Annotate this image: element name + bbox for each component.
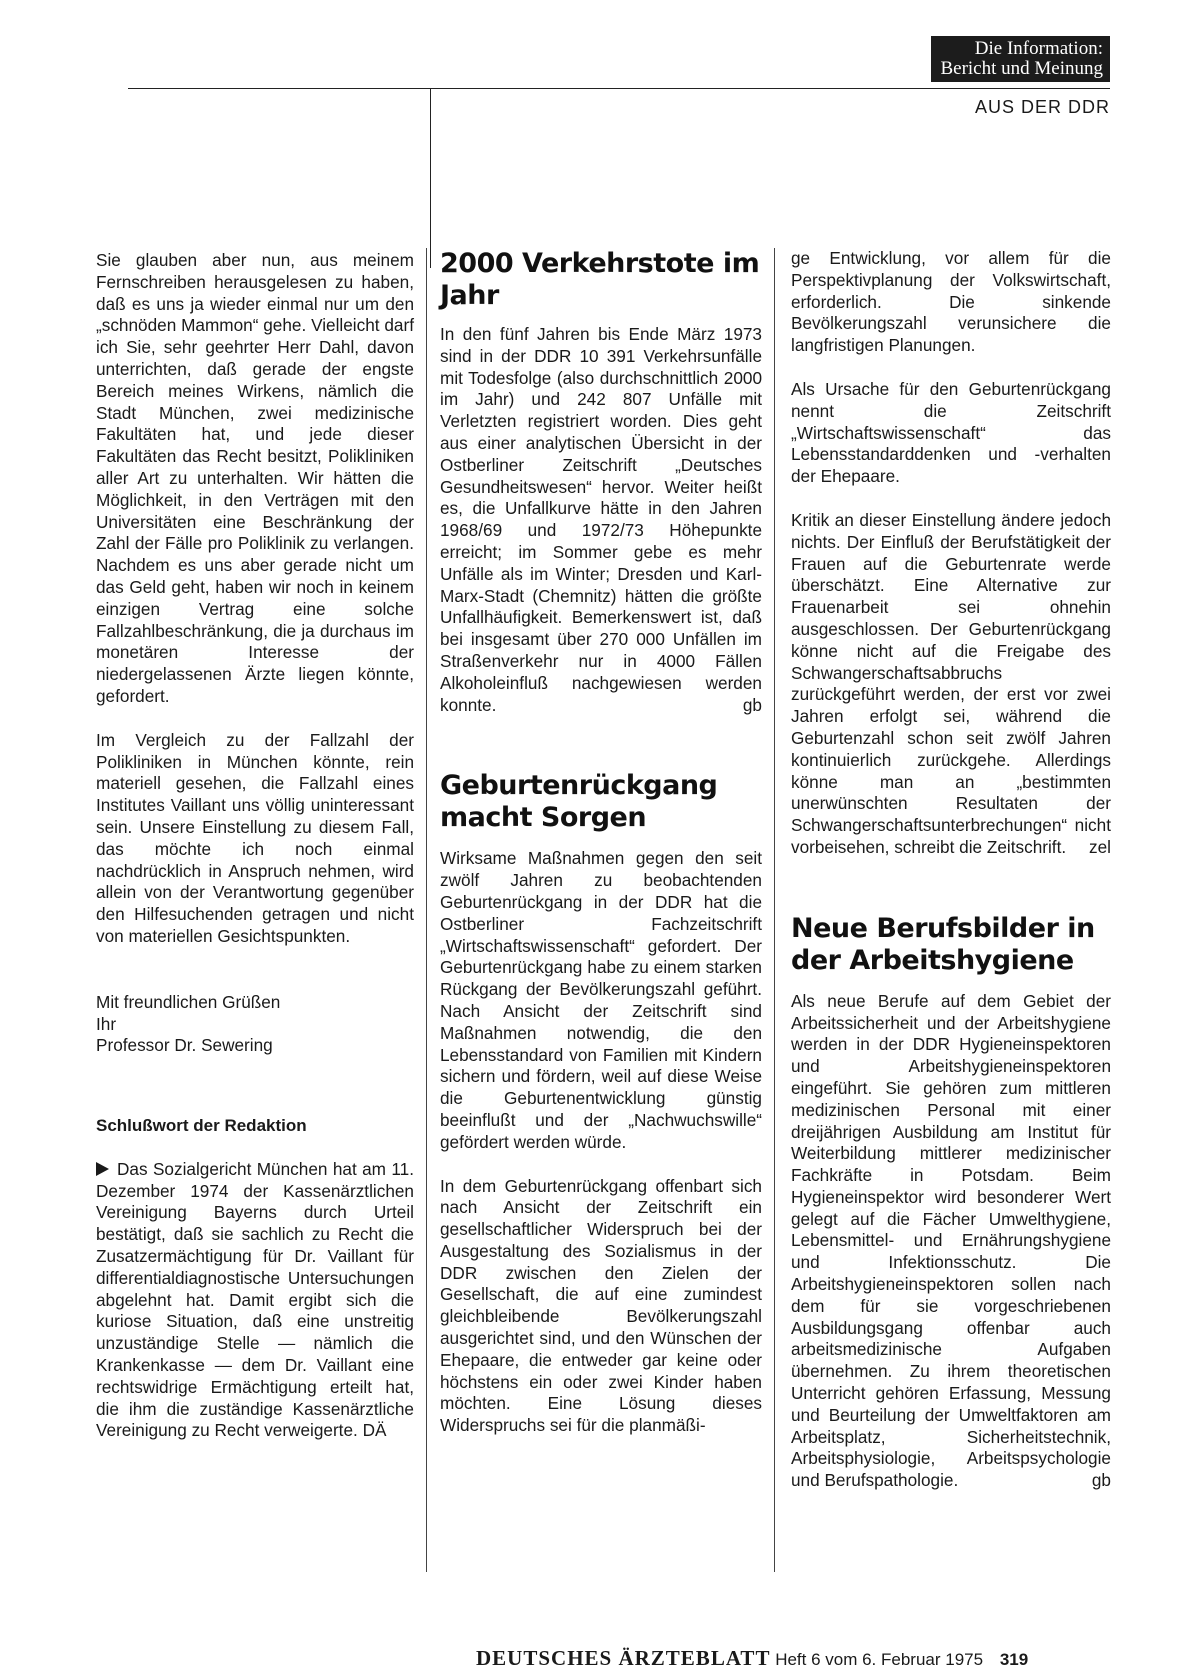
closing-line-2: Ihr [96, 1013, 117, 1034]
births-paragraph-2: In dem Geburtenrückgang offenbart sich nach Ansicht der Zeitschrift ein gesellschaftlicher Widerspruch bei der Ausgestaltung des Sozialismus in der DDR zwischen den Zielen der Gesellschaft, die auf eine zumindest gleichbleibende Bevölkerungszahl ausgerichtet sind, und den Wünschen der Ehepaare, die entweder gar keine oder höchstens ein oder zwei Kinder haben möchten. Eine Lösung dieses Widerspruchs sei für die planmäßi- [440, 1175, 762, 1436]
traffic-signature: gb [742, 694, 762, 715]
hygiene-text: Als neue Berufe auf dem Gebiet der Arbeitssicherheit und der Arbeitshygiene werden in der DDR Hygieneinspektoren und Arbeitshygieneinspektoren eingeführt. Sie gehören zum mittleren medizinischen Personal mit einer dreijährigen Ausbildung am Institut für Weiterbildung mittlerer medizinischer Fachkräfte in Potsdam. Beim Hygieneinspektor wird besonderer Wert gelegt auf die Fächer Umwelthygiene, Lebensmittel- und Ernährungshygiene und Infektionsschutz. Die Arbeitshygieneinspektoren sollen nach dem für sie vorgeschriebenen Ausbildungsgang offenbar auch arbeitsmedizinische Aufgaben übernehmen. Zu ihrem theoretischen Unterricht gehören Erfassung, Messung und Beurteilung der Umweltfaktoren am Arbeitsplatz, Sicherheitstechnik, Arbeitsphysiologie, Arbeitspsychologie und Berufspathologie. [791, 990, 1111, 1491]
births-paragraph-1: Wirksame Maßnahmen gegen den seit zwölf Jahren zu beobachtenden Geburtenrückgang in der DDR hat die Ostberliner Fachzeitschrift „Wirtschaftswissenschaft“ gefordert. Der Geburtenrückgang habe zu einem starken Rückgang der Bevölkerungszahl geführt. Nach Ansicht der Zeitschrift sind Maßnahmen notwendig, die den Lebensstandard von Familien mit Kindern sichern und fördern, weil auf diese Weise die Geburtenentwicklung günstig beeinflußt und der „Nachwuchswille“ gefördert werden würde. [440, 848, 762, 1152]
letter-paragraph-1: Sie glauben aber nun, aus meinem Fernschreiben herausgelesen zu haben, daß es uns ja wieder einmal nur um den „schnöden Mammon“ gehe. Vielleicht darf ich Sie, sehr geehrter Herr Dahl, davon unterrichten, daß gerade der engste Bereich meines Wirkens, nämlich die Stadt München, zwei medizinische Fakultäten hat, und jede dieser Fakultäten das Recht besitzt, Polikliniken aller Art zu unterhalten. Wir hätten die Möglichkeit, in den Verträgen mit den Universitäten eine Beschränkung der Zahl der Fälle pro Poliklinik zu verlangen. Nachdem es uns aber gerade nicht um das Geld geht, haben wir noch in keinem einzigen Vertrag eine solche Fallzahlbeschränkung, die ja durchaus im monetären Interesse der niedergelassenen Ärzte liegen könnte, gefordert. [96, 250, 414, 706]
column-1 [96, 250, 414, 1442]
hygiene-paragraph [791, 991, 1111, 1492]
article-title-hygiene: Neue Berufsbilder in der Arbeitshygiene [791, 912, 1095, 976]
header-vertical-rule [430, 88, 431, 268]
editorial-text: Das Sozialgericht München hat am 11. Dezember 1974 der Kassenärztlichen Vereinigung Bayerns durch Urteil bestätigt, daß sie sachlich zu Recht die Zusatzermächtigung für Dr. Vaillant für differentialdiagnostische Untersuchungen abgelehnt hat. Damit ergibt sich die kuriose Situation, daß eine unstreitig unzuständige Stelle — nämlich die Krankenkasse — dem Dr. Vaillant eine rechtswidrige Ermächtigung erteilt hat, die ihm die zuständige Kassenärztliche Vereinigung zu Recht verweigerte. [96, 1158, 414, 1441]
traffic-paragraph [440, 324, 762, 716]
births-paragraph-5 [791, 510, 1111, 859]
births-paragraph-4: Als Ursache für den Geburtenrückgang nennt die Zeitschrift „Wirtschaftswissenschaft“ das Lebensstandarddenken und -verhalten der Ehepaare. [791, 378, 1111, 487]
editorial-signature: DÄ [362, 1420, 387, 1441]
editorial-heading: Schlußwort der Redaktion [96, 1116, 307, 1136]
births-text-5: Kritik an dieser Einstellung ändere jedoch nichts. Der Einfluß der Berufstätigkeit der Frauen auf die Geburtenrate werde überschätzt. Eine Alternative zur Frauenarbeit sei ohnehin ausgeschlossen. Der Geburtenrückgang könne nicht auf die Freigabe des Schwangerschaftsabbruchs zurückgeführt werden, der erst vor zwei Jahren erfolgt sei, während die Geburtenzahl schon seit zwölf Jahren kontinuierlich zurückgehe. Allerdings könne man an „bestimmten unerwünschten Resultaten der Schwangerschaftsunterbrechungen“ nicht vorbeisehen, schreibt die Zeitschrift. [791, 509, 1111, 857]
closing-line-1: Mit freundlichen Grüßen [96, 991, 281, 1012]
closing-signature: Professor Dr. Sewering [96, 1035, 273, 1056]
births-paragraph-3: ge Entwicklung, vor allem für die Perspektivplanung der Volkswirtschaft, erforderlich. Die sinkende Bevölkerungszahl verunsichere die langfristigen Planungen. [791, 248, 1111, 356]
births-signature: zel [1089, 836, 1111, 857]
column-divider-2 [774, 248, 775, 1572]
article-title-traffic: 2000 Verkehrstote im Jahr [440, 248, 760, 311]
header-rule [128, 88, 1110, 89]
triangle-bullet-icon [96, 1162, 109, 1176]
column-3 [791, 248, 1111, 1492]
column-2 [440, 248, 762, 1437]
issue-info: Heft 6 vom 6. Februar 1975 [775, 1650, 984, 1669]
page-footer [476, 1646, 1106, 1671]
section-badge [931, 36, 1110, 82]
page-number: 319 [999, 1650, 1029, 1669]
section-label: AUS DER DDR [974, 97, 1110, 117]
traffic-text: In den fünf Jahren bis Ende März 1973 sind in der DDR 10 391 Verkehrsunfälle mit Todesfolge (also durchschnittlich 2000 im Jahr) und 242 807 Unfälle mit Verletzten registriert worden. Dies geht aus einer analytischen Übersicht in der Ostberliner Zeitschrift „Deutsches Gesundheitswesen“ hervor. Weiter heißt es, die Unfallkurve hätte in den Jahren 1968/69 und 1972/73 Höhepunkte erreicht; im Sommer gebe es mehr Unfälle als im Winter; Dresden und Karl-Marx-Stadt (Chemnitz) hätten die größte Unfallhäufigkeit. Bemerkenswert ist, daß bei insgesamt über 270 000 Unfällen im Straßenverkehr nur in 4000 Fällen Alkoholeinfluß nachgewiesen werden konnte. [440, 324, 762, 715]
badge-line-1: Die Information: [974, 38, 1103, 59]
letter-paragraph-2: Im Vergleich zu der Fallzahl der Polikliniken in München könnte, rein materiell gesehen, die Fallzahl eines Institutes Vaillant uns völlig uninteressant sein. Unsere Einstellung zu diesem Fall, das möchte ich noch einmal nachdrücklich in Anspruch nehmen, wird allein von der Verantwortung gegenüber den Hilfesuchenden getragen und nicht von materiellen Gesichtspunkten. [96, 729, 414, 946]
hygiene-signature: gb [1091, 1470, 1111, 1491]
column-divider-1 [426, 248, 427, 1572]
article-title-births: Geburtenrückgang macht Sorgen [440, 770, 718, 834]
editorial-paragraph [96, 1159, 414, 1442]
journal-name: DEUTSCHES ÄRZTEBLATT [476, 1646, 771, 1670]
badge-line-2: Bericht und Meinung [940, 58, 1103, 79]
